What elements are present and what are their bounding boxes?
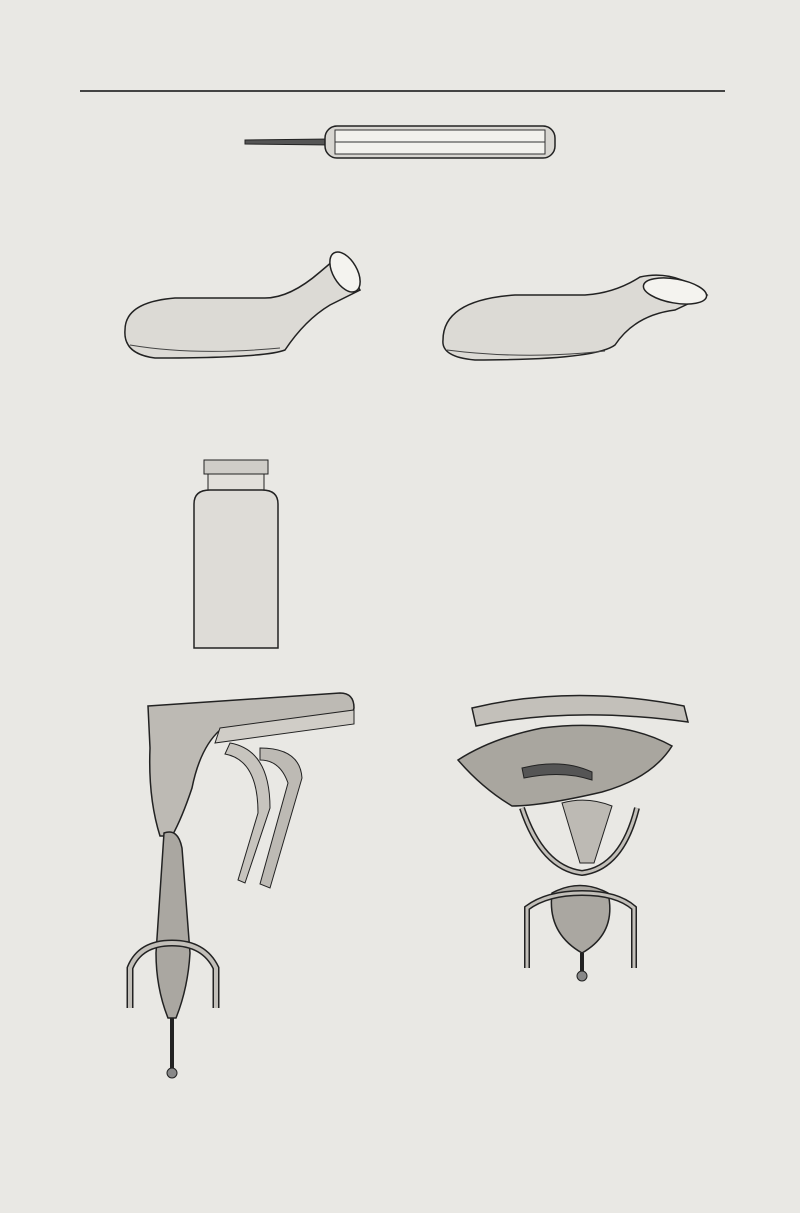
- thermometer-illustration: [240, 120, 570, 164]
- female-urinal-illustration: [435, 265, 715, 365]
- graduated-jar-illustration: [190, 458, 282, 650]
- male-portable-urinal-illustration: [120, 688, 365, 1098]
- page-header: [0, 62, 800, 92]
- header-rule: [80, 90, 725, 92]
- female-portable-urinal-illustration: [452, 688, 697, 988]
- male-urinal-illustration: [115, 250, 365, 365]
